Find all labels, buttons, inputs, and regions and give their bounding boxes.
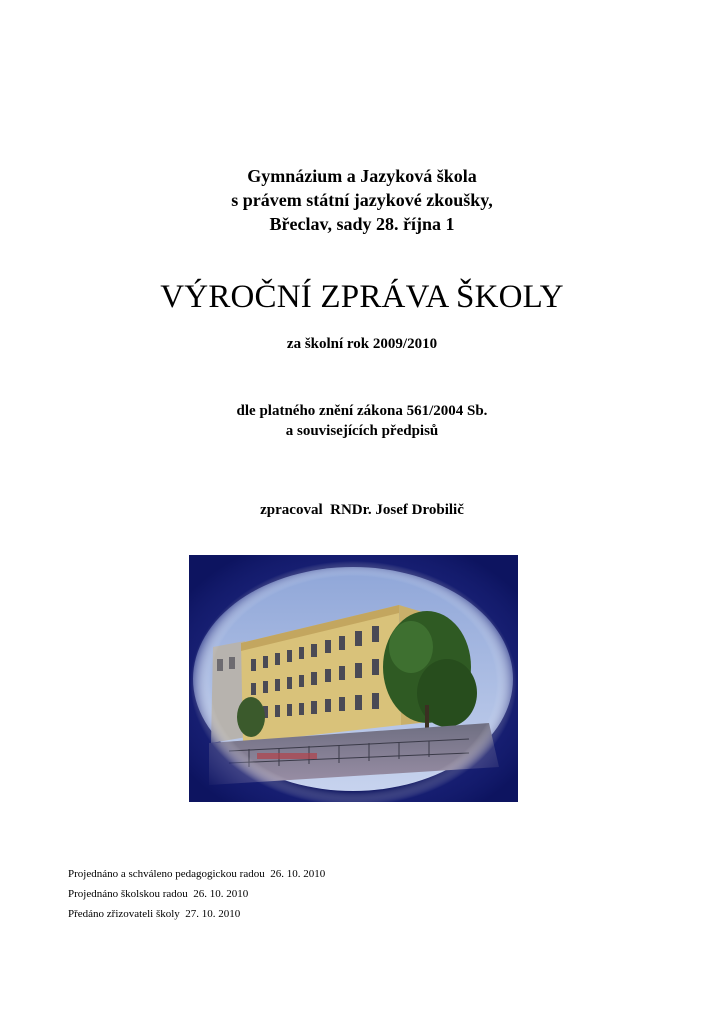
- institution-address: Břeclav, sady 28. října 1: [269, 214, 455, 234]
- approval-notes: [68, 864, 325, 924]
- legal-basis-line-1: dle platného znění zákona 561/2004 Sb.: [236, 403, 488, 419]
- institution-header: [0, 164, 724, 236]
- approval-note-teachers-council: Projednáno a schváleno pedagogickou radou 26. 10. 2010: [68, 868, 326, 880]
- school-building-illustration: [189, 555, 518, 802]
- legal-basis: [0, 401, 724, 441]
- institution-accreditation: s právem státní jazykové zkoušky,: [231, 190, 493, 210]
- school-building-photo: [189, 555, 518, 802]
- report-title: VÝROČNÍ ZPRÁVA ŠKOLY: [160, 279, 564, 315]
- approval-note-school-board: Projednáno školskou radou 26. 10. 2010: [68, 888, 249, 900]
- legal-basis-line-2: a souvisejících předpisů: [285, 423, 439, 439]
- institution-name: Gymnázium a Jazyková škola: [247, 166, 477, 186]
- author-line: zpracoval RNDr. Josef Drobilič: [260, 502, 464, 518]
- approval-note-founder: Předáno zřizovateli školy 27. 10. 2010: [68, 908, 241, 920]
- school-year: za školní rok 2009/2010: [286, 336, 438, 352]
